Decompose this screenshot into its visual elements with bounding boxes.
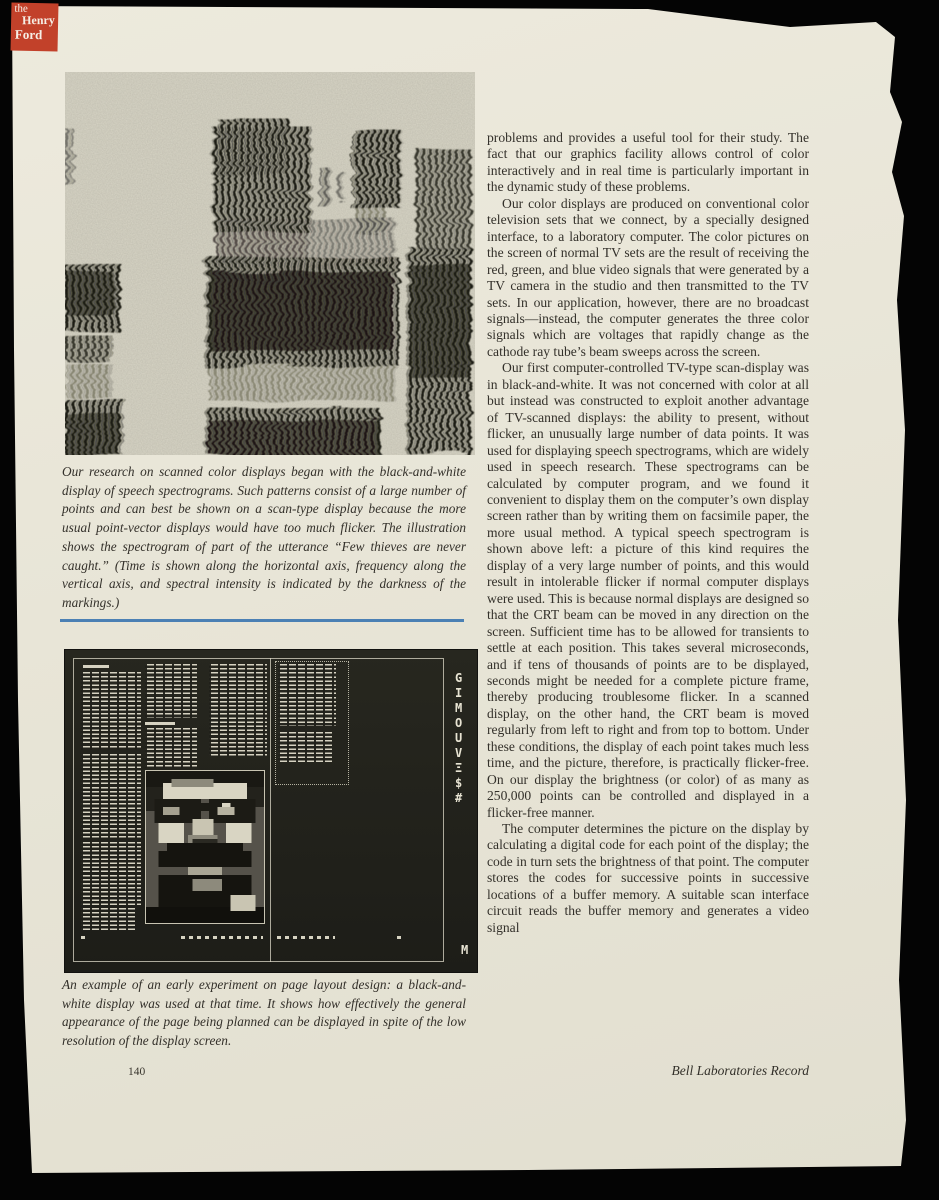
greeked-text-block: [81, 754, 141, 838]
crt-page-divider: [270, 658, 271, 962]
display-menu-char: G: [455, 671, 463, 685]
spectrogram-image: [65, 72, 475, 455]
greeked-footer-line: [277, 936, 335, 939]
article-paragraph: Our first computer-controlled TV-type scan-display was in black-and-white. It was not concerned with color at all but instead was constructed to exploit another advantage of TV-scanned displays: the ability to present, without flicker, an unusually large number of data points. It was used for displaying speech spectrograms, which are widely used in speech research. These spectrograms can be calculated by computer program, and we found it convenient to display them on the computer’s own display screen rather than by writing them on facsimile paper, the more usual method. A typical speech spectrogram is shown above left: a picture of this kind requires the display of a very large number of points, and this would result in intolerable flicker if normal computer displays were used. This is because normal displays are designed so that the CRT beam can be moved in any direction on the screen. Sufficient time has to be allowed for transients to settle at each position. This takes several microseconds, and if tens of thousands of points are to be displayed, seconds might be needed for a complete picture frame, thereby producing troublesome flicker. In a scanned display, on the other hand, the CRT beam is moved regularly from left to right and from top to bottom. Under these conditions, the display of each point takes much less time, and the picture, therefore, is practically flicker-free. On our display the brightness (or color) of as many as 250,000 points can be controlled and displayed in a flicker-free manner.: [487, 360, 809, 820]
article-paragraph: Our color displays are produced on conventional color television sets that we connect, by a specially designed interface, to a laboratory computer. The color pictures on the screen of normal TV sets are the result of receiving the red, green, and blue video signals that were generated by a TV camera in the studio and then transmitted to the TV sets. In our application, however, there are no broadcast signals—instead, the computer generates the three color signals which are voltages that rapidly change as the cathode ray tube’s beam sweeps across the screen.: [487, 195, 809, 359]
henry-ford-logo: [11, 3, 59, 52]
greeked-heading: [83, 665, 109, 668]
display-menu-char: I: [455, 686, 463, 700]
greeked-folio-mark: [397, 936, 405, 939]
logo-word-the: the: [14, 2, 28, 15]
face-pixel-art: [146, 771, 264, 923]
greeked-text-block: [145, 728, 197, 768]
greeked-text-block: [209, 664, 267, 756]
display-menu-char: #: [455, 791, 463, 805]
greeked-text-block: [81, 908, 135, 930]
face-photo: [145, 770, 265, 924]
spectrogram-figure: [65, 72, 475, 455]
display-corner-char: M: [461, 943, 469, 957]
greeked-text-block: [278, 732, 332, 762]
journal-title: Bell Laboratories Record: [671, 1063, 809, 1078]
greeked-text-block: [145, 664, 197, 718]
greeked-footer-line: [181, 936, 263, 939]
article-text-column: [487, 130, 809, 936]
spectrogram-caption: Our research on scanned color displays began with the black-and-white display of speech spectrograms. Such patterns consist of a large number of points and can best be shown on a scan-type display because the more usual point-vector displays would have too much flicker. The illustration shows the spectrogram of part of the utterance “Few thieves are never caught.” (Time is shown along the horizontal axis, frequency along the vertical axis, and spectral intensity is indicated by the darkness of the markings.): [62, 464, 466, 610]
display-menu-char: V: [455, 746, 463, 760]
greeked-text-block: [278, 664, 336, 726]
display-menu-char: Ξ: [455, 761, 463, 775]
display-menu-char: O: [455, 716, 463, 730]
display-menu-char: $: [455, 776, 463, 790]
greeked-text-block: [81, 672, 141, 750]
page-number: 140: [128, 1066, 146, 1078]
greeked-text-block: [81, 842, 141, 906]
greeked-heading: [145, 722, 175, 725]
article-paragraph: problems and provides a useful tool for their study. The fact that our graphics facility allows control of color interactively and in real time is particularly important in the dynamic study of these problems.: [487, 130, 809, 195]
display-menu-char: M: [455, 701, 463, 715]
logo-word-henry: Henry: [22, 12, 55, 28]
greeked-folio-mark: [81, 936, 89, 939]
article-paragraph: The computer determines the picture on the display by calculating a digital code for each point of the display; the code in turn sets the brightness of that point. The computer stores the codes for successive points in successive locations of a buffer memory. A suitable scan interface circuit reads the buffer memory and generates a video signal: [487, 821, 809, 935]
crt-layout-figure: [65, 650, 477, 972]
display-menu-char: U: [455, 731, 463, 745]
layout-experiment-caption: An example of an early experiment on page layout design: a black-and-white display was used at that time. It shows how effectively the general appearance of the page being planned can be displayed in spite of the low resolution of the display screen.: [62, 977, 466, 1049]
blue-divider-rule: [60, 619, 464, 622]
logo-word-ford: Ford: [14, 26, 43, 43]
